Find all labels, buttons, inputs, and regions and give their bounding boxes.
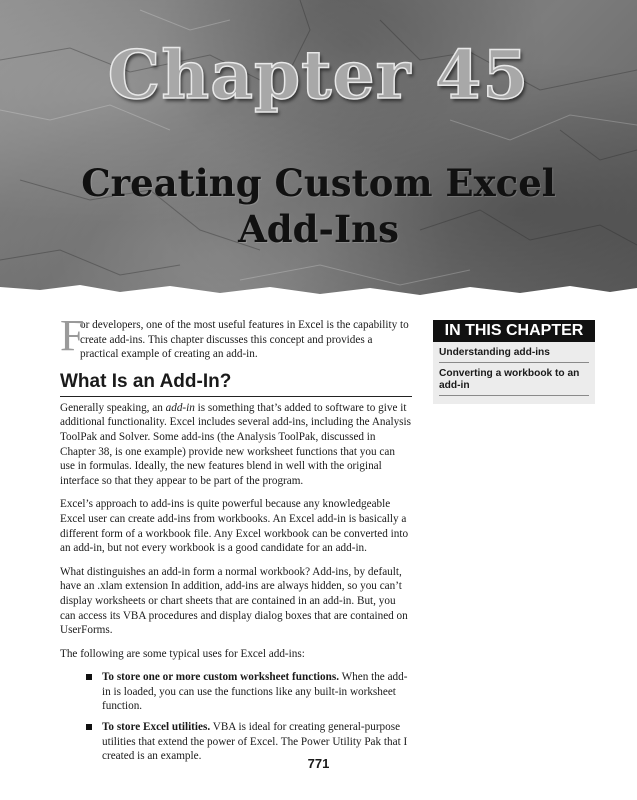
paragraph-1-term: add-in (165, 401, 195, 414)
bullet-square-icon (86, 674, 92, 680)
paragraph-2: Excel’s approach to add-ins is quite powerful because any knowledgeable Excel user can create add-ins from workbooks. An Excel add-in is basically a different form of a workbook file. Any Excel workbook can be converted into an add-in, but not every workbook is a good candidate for an add-in. (60, 498, 409, 555)
sidebar-heading: IN THIS CHAPTER (433, 320, 595, 342)
chapter-title (60, 160, 577, 252)
uses-list (60, 670, 412, 764)
list-item-text: When the add-in is loaded, you can use the functions like any built-in worksheet function. (102, 671, 408, 713)
intro-text: or developers, one of the most useful features in Excel is the capability to create add-ins. This chapter discusses this concept and provides a practical example of creating an add-in. (80, 319, 409, 361)
list-item-text: VBA is ideal for creating general-purpose utilities that extend the power of Excel. The Power Utility Pak that I created is an example. (102, 721, 408, 763)
paragraph-1 (60, 401, 412, 489)
intro-paragraph (60, 311, 412, 362)
chapter-number: Chapter 45 (107, 36, 530, 114)
paragraph-1-rest: is something that’s added to software to give it additional functionality. Excel includes several add-ins, including the Analysis ToolPak and Solver. Some add-ins (the Analysis ToolPak, discussed in Chapter 38, is one example) provide new worksheet functions that you can use in formulas. Ideally, the new features blend in well with the original interface so that they appear to be part of the program. (60, 401, 411, 487)
chapter-title-line-2: Add-Ins (238, 207, 399, 251)
drop-cap: F (60, 311, 85, 360)
list-item-lead: To store Excel utilities. (102, 721, 211, 734)
sidebar-item-understanding-add-ins: Understanding add-ins (439, 342, 589, 363)
main-column (60, 311, 412, 770)
paragraph-3: What distinguishes an add-in form a normal workbook? Add-ins, by default, have an .xlam extension In addition, add-ins are always hidden, so you can’t display worksheets or chart sheets that are contained in an add-in. But, you can access its VBA procedures and display dialog boxes that are contained on UserForms. (60, 565, 408, 637)
in-this-chapter-sidebar (433, 320, 595, 404)
section-heading: What Is an Add-In? (60, 371, 412, 397)
list-item-lead: To store one or more custom worksheet functions. (102, 671, 339, 684)
chapter-banner (0, 0, 637, 300)
paragraph-1-start: Generally speaking, an (60, 401, 166, 414)
paragraph-4: The following are some typical uses for Excel add-ins: (60, 647, 305, 660)
list-item (86, 670, 412, 714)
sidebar-item-converting-workbook: Converting a workbook to an add-in (439, 363, 589, 396)
page-number: 771 (307, 756, 330, 771)
chapter-title-line-1: Creating Custom Excel (81, 161, 556, 205)
bullet-square-icon (86, 724, 92, 730)
